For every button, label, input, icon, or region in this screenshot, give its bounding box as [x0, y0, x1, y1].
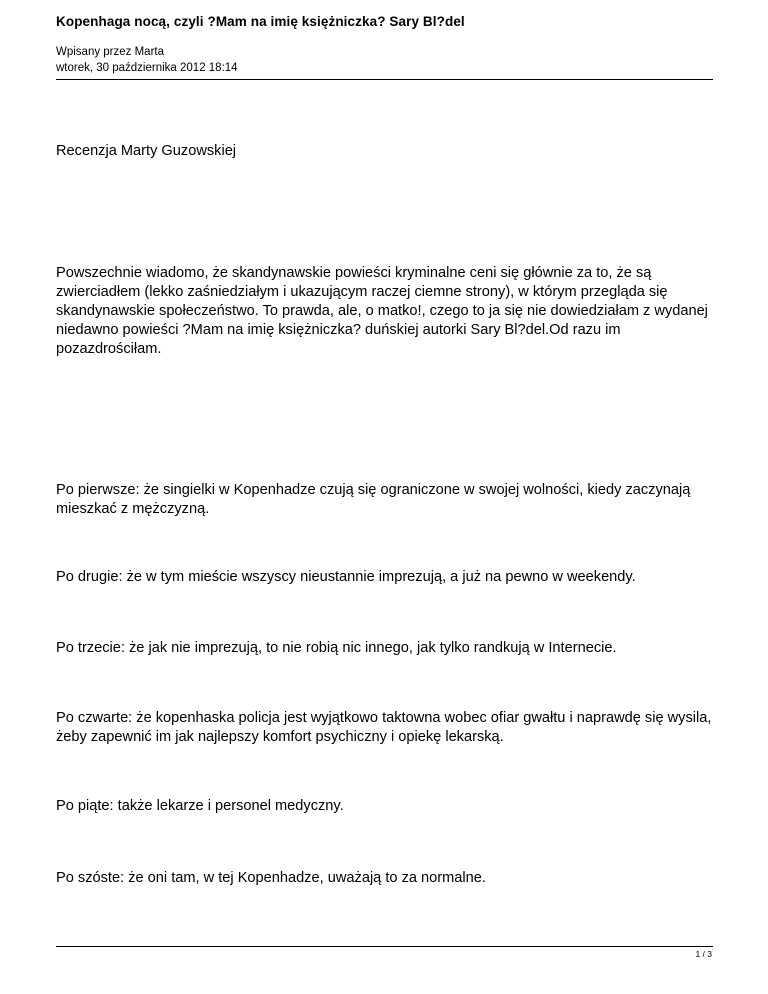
intro-paragraph: Powszechnie wiadomo, że skandynawskie powieści kryminalne ceni się głównie za to, że są zwierciadłem (lekko zaśniedziałym i ukazującym raczej ciemne strony), w którym przegląda się skandynawskie społeczeństwo. To prawda, ale, o matko!, czego to ja się nie dowiedziałam z wydanej niedawno powieści ?Mam na imię księżniczka? duńskiej autorki Sary Bl?del.Od razu im pozazdrościłam. [56, 265, 708, 357]
point-4: Po czwarte: że kopenhaska policja jest wyjątkowo taktowna wobec ofiar gwałtu i naprawdę się wysila, żeby zapewnić im jak najlepszy komfort psychiczny i opiekę lekarską. [56, 710, 712, 745]
date-line: wtorek, 30 października 2012 18:14 [56, 62, 238, 74]
header-divider [56, 79, 713, 80]
point-5: Po piąte: także lekarze i personel medyczny. [56, 798, 344, 814]
article-title: Kopenhaga nocą, czyli ?Mam na imię księżniczka? Sary Bl?del [56, 14, 465, 29]
page-number: 1 / 3 [695, 949, 712, 959]
author-line: Wpisany przez Marta [56, 46, 165, 58]
footer-divider [56, 946, 713, 947]
review-by: Recenzja Marty Guzowskiej [56, 143, 237, 159]
point-1: Po pierwsze: że singielki w Kopenhadze czują się ograniczone w swojej wolności, kiedy zaczynają mieszkać z mężczyzną. [56, 482, 691, 517]
point-3: Po trzecie: że jak nie imprezują, to nie robią nic innego, jak tylko randkują w Internecie. [56, 640, 617, 656]
point-6: Po szóste: że oni tam, w tej Kopenhadze, uważają to za normalne. [56, 870, 486, 886]
point-2: Po drugie: że w tym mieście wszyscy nieustannie imprezują, a już na pewno w weekendy. [56, 569, 636, 585]
